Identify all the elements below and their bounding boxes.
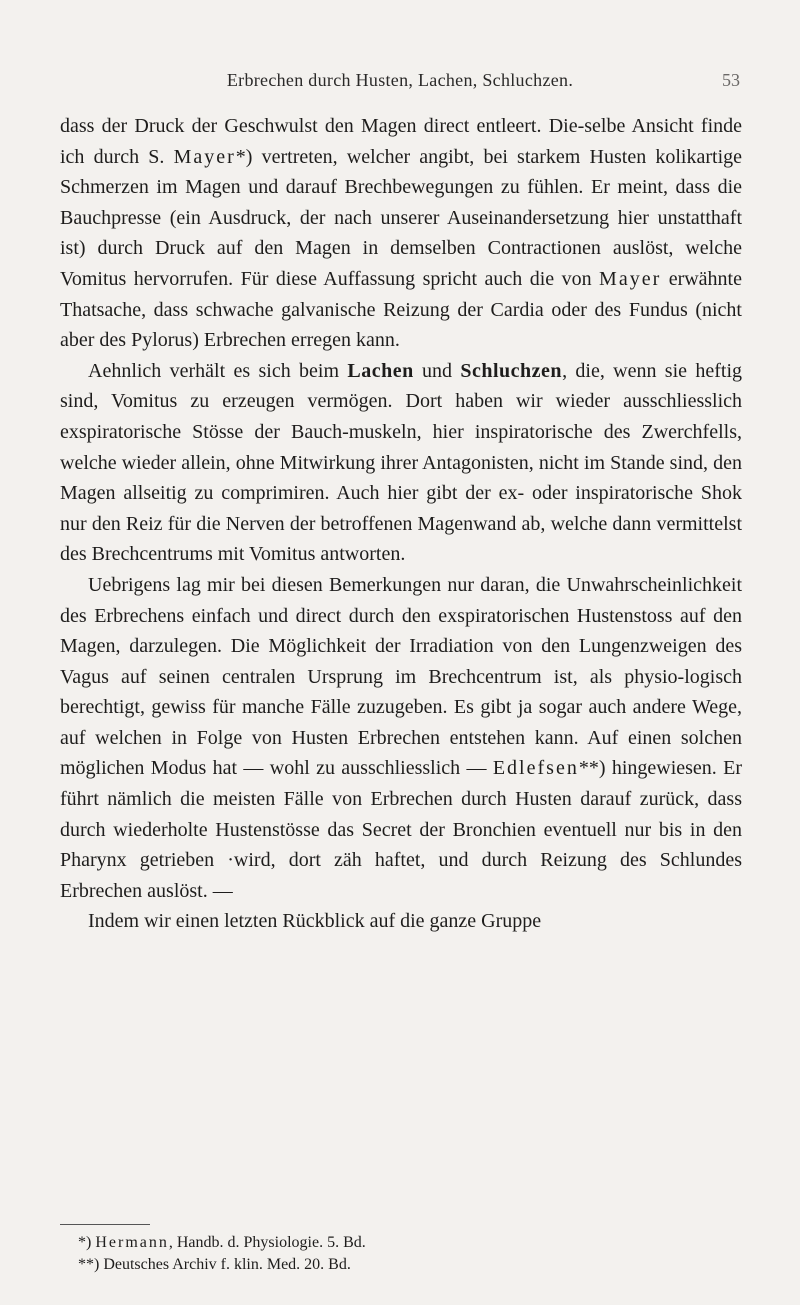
paragraph-1-text-b: *) vertreten, welcher angibt, bei starkem Husten kolikartige Schmerzen im Magen und darauf Brechbewegungen zu fühlen. Er meint, dass die Bauchpresse (ein Ausdruck, der nach unserer Auseinandersetzung hier unstatthaft ist) durch Druck auf den Magen in demselben Contractionen auslöst, welche Vomitus hervorrufen. Für diese Auffassung spricht auch die von xyxy=(60,145,742,290)
paragraph-1-text-c: erwähnte Thatsache, dass schwache galvanische Reizung der Cardia oder des Fundus (nicht aber des Pylorus) Erbrechen erregen kann. xyxy=(60,267,742,352)
footnote-divider xyxy=(60,1224,150,1225)
paragraph-1-text-a: dass der Druck der Geschwulst den Magen direct entleert. Die-selbe Ansicht finde ich durch S. xyxy=(60,115,742,168)
footnote-1-author: Hermann xyxy=(95,1234,169,1251)
paragraph-2-text-a: Aehnlich verhält es sich beim xyxy=(88,359,348,382)
keyword-schluchzen: Schluchzen xyxy=(460,359,563,382)
footnote-2 xyxy=(78,1254,738,1276)
paragraph-4: Indem wir einen letzten Rückblick auf die ganze Gruppe xyxy=(88,910,542,933)
paragraph-3-text-a: Uebrigens lag mir bei diesen Bemerkungen nur daran, die Unwahrscheinlichkeit des Erbrechens einfach und direct durch den exspiratorischen Hustenstoss auf den Magen, darzulegen. Die Möglichkeit der Irradiation von den Lungenzweigen des Vagus auf seinen centralen Ursprung im Brechcentrum ist, als physio-logisch berechtigt, gewiss für manche Fälle zuzugeben. Es gibt ja sogar auch andere Wege, auf welchen in Folge von Husten Erbrechen entstehen kann. Auf einen solchen möglichen Modus hat — wohl zu ausschliesslich — xyxy=(60,573,742,780)
author-name-mayer-2: Mayer xyxy=(599,267,662,290)
author-name-mayer: Mayer xyxy=(173,145,236,168)
running-head xyxy=(60,70,740,96)
paragraph-3 xyxy=(60,570,742,907)
footnote-2-marker: **) xyxy=(78,1256,104,1273)
footnote-1 xyxy=(78,1232,738,1254)
keyword-lachen: Lachen xyxy=(347,359,414,382)
author-name-edlefsen: Edlefsen xyxy=(492,757,579,780)
footnote-1-marker: *) xyxy=(78,1234,96,1251)
paragraph-2-text-b: , die, wenn sie heftig sind, Vomitus zu erzeugen vermögen. Dort haben wir wieder ausschliesslich exspiratorische Stösse der Bauch-muskeln, hier inspiratorische des Zwerchfells, welche wieder allein, ohne Mitwirkung ihrer Antagonisten, nicht im Stande sind, den Magen allseitig zu comprimiren. Auch hier gibt der ex- oder inspiratorische Shok nur den Reiz für die Nerven der betroffenen Magenwand ab, welche dann vermittelst des Brechcentrums mit Vomitus antworten. xyxy=(60,359,743,566)
footnote-1-text: , Handb. d. Physiologie. 5. Bd. xyxy=(168,1234,366,1251)
paragraph-2-text-mid: und xyxy=(413,359,461,382)
body-text xyxy=(60,111,742,937)
footnotes xyxy=(78,1232,738,1276)
footnote-2-text: Deutsches Archiv f. klin. Med. 20. Bd. xyxy=(103,1256,351,1273)
paragraph-2 xyxy=(60,356,742,570)
paragraph-1 xyxy=(60,111,742,356)
page-number: 53 xyxy=(722,70,740,90)
paragraph-3-text-b: **) hingewiesen. Er führt nämlich die meisten Fälle von Erbrechen durch Husten darauf zurück, dass durch wiederholte Hustenstösse das Secret der Bronchien eventuell nur bis in den Pharynx getrieben ·wird, dort zäh haftet, und durch Reizung des Schlundes Erbrechen auslöst. — xyxy=(60,757,743,902)
running-title: Erbrechen durch Husten, Lachen, Schluchzen. xyxy=(226,70,574,90)
